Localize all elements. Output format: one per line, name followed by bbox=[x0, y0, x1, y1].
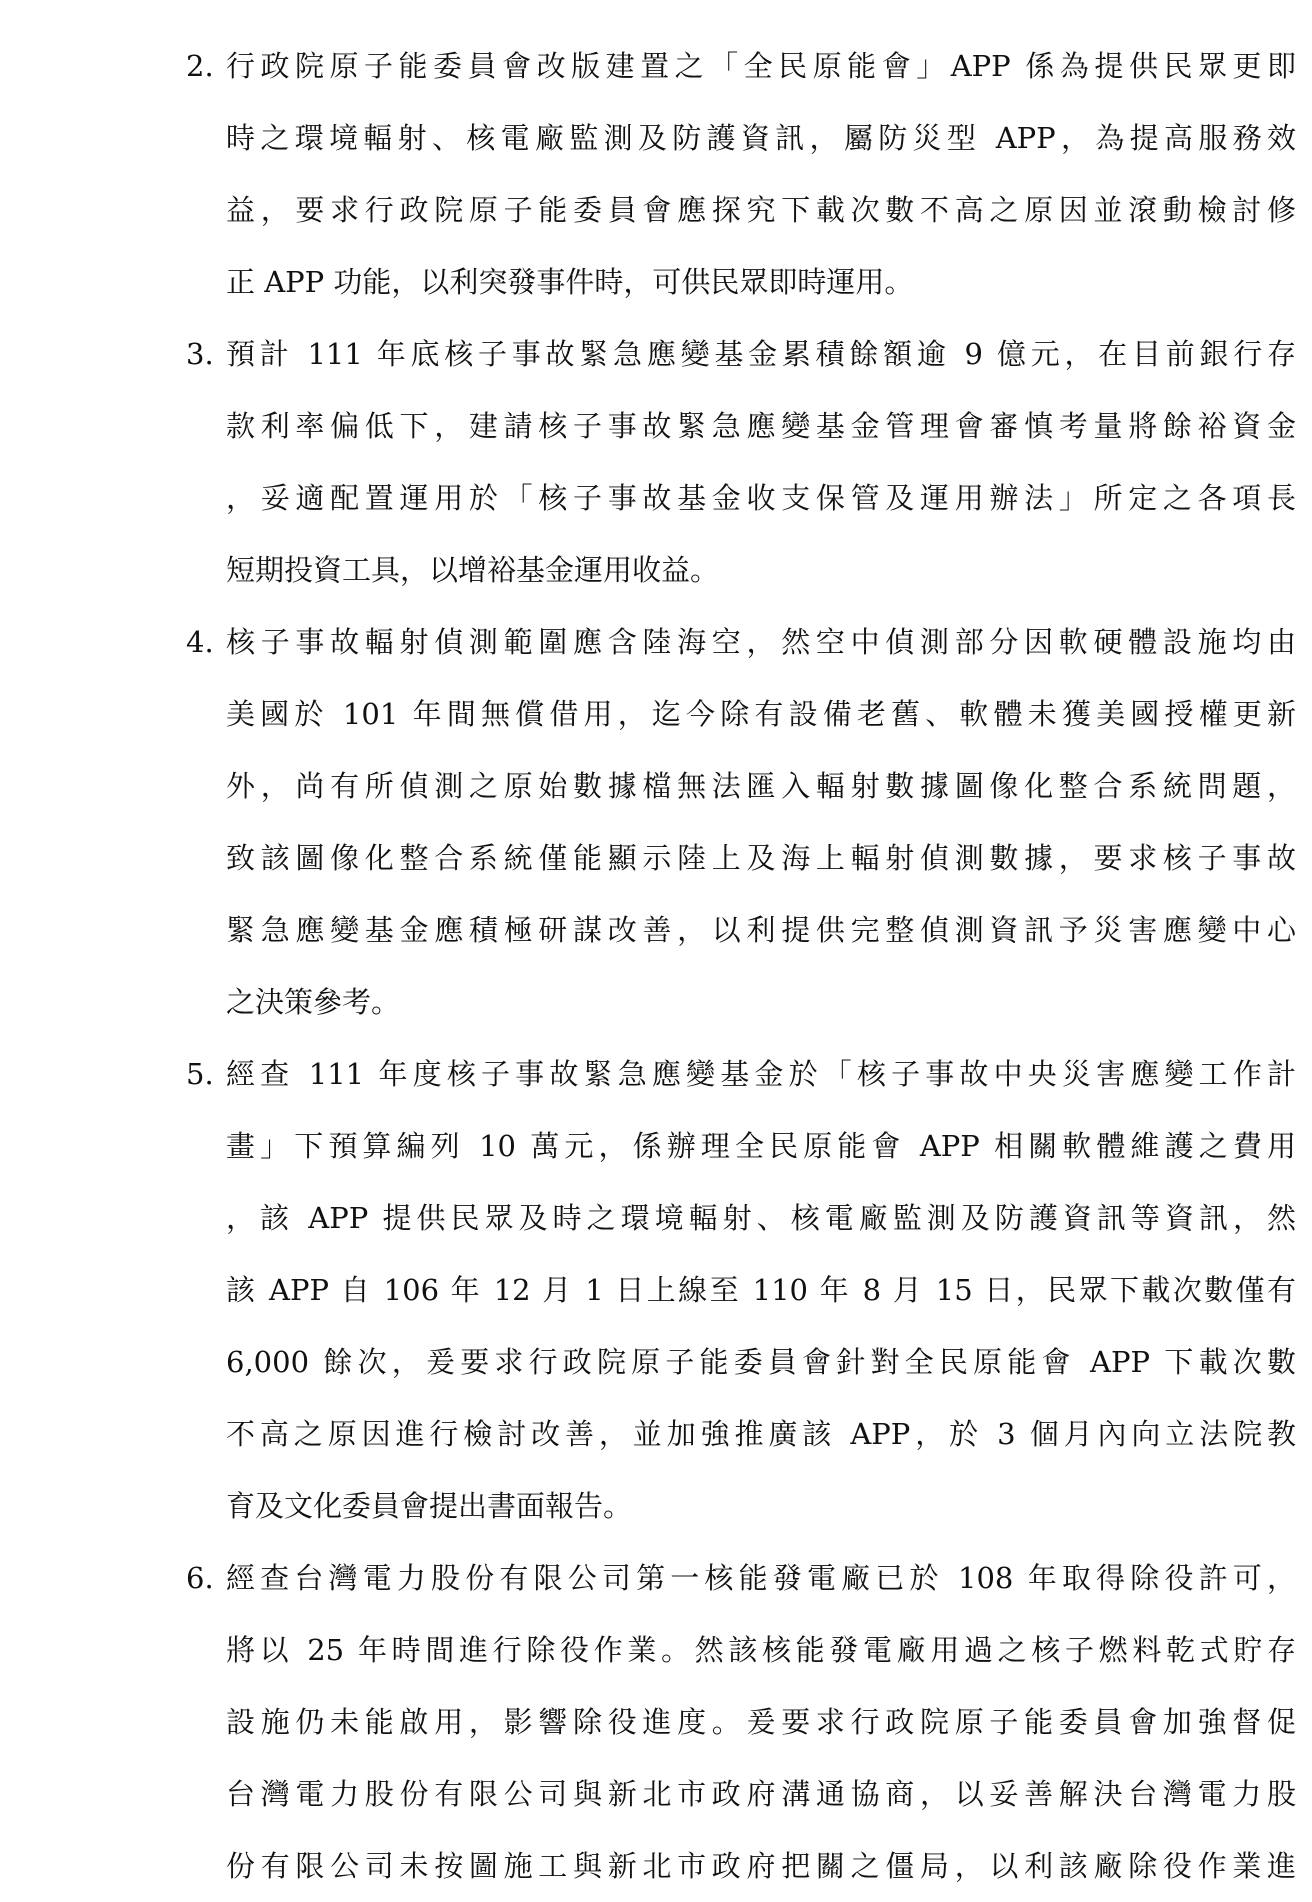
text-line: 畫」下預算編列 10 萬元，係辦理全民原能會 APP 相關軟體維護之費用 bbox=[226, 1129, 1296, 1163]
list-item-2 bbox=[186, 30, 1296, 318]
text-line: 外，尚有所偵測之原始數據檔無法匯入輻射數據圖像化整合系統問題， bbox=[226, 769, 1296, 803]
text-line: 經查 111 年度核子事故緊急應變基金於「核子事故中央災害應變工作計 bbox=[226, 1057, 1296, 1091]
text-line: 短期投資工具，以增裕基金運用收益。 bbox=[226, 553, 720, 587]
item-number: 2. bbox=[186, 49, 214, 83]
resolution-list bbox=[186, 30, 1296, 1902]
text-line: 核子事故輻射偵測範圍應含陸海空，然空中偵測部分因軟硬體設施均由 bbox=[226, 625, 1296, 659]
item-number: 5. bbox=[186, 1057, 214, 1091]
text-line: 該 APP 自 106 年 12 月 1 日上線至 110 年 8 月 15 日，民眾下載次數僅有 bbox=[226, 1273, 1296, 1307]
text-line: ，該 APP 提供民眾及時之環境輻射、核電廠監測及防護資訊等資訊，然 bbox=[226, 1201, 1296, 1235]
text-line: 份有限公司未按圖施工與新北市政府把關之僵局，以利該廠除役作業進 bbox=[226, 1849, 1296, 1883]
list-item-6 bbox=[186, 1542, 1296, 1902]
item-number: 6. bbox=[186, 1561, 214, 1595]
text-line: 致該圖像化整合系統僅能顯示陸上及海上輻射偵測數據，要求核子事故 bbox=[226, 841, 1296, 875]
text-line: 育及文化委員會提出書面報告。 bbox=[226, 1489, 633, 1523]
text-line: 益，要求行政院原子能委員會應探究下載次數不高之原因並滾動檢討修 bbox=[226, 193, 1296, 227]
text-line: 緊急應變基金應積極研謀改善，以利提供完整偵測資訊予災害應變中心 bbox=[226, 913, 1296, 947]
text-line: ，妥適配置運用於「核子事故基金收支保管及運用辦法」所定之各項長 bbox=[226, 481, 1296, 515]
text-line: 正 APP 功能，以利突發事件時，可供民眾即時運用。 bbox=[226, 265, 914, 299]
text-line: 之決策參考。 bbox=[226, 985, 401, 1019]
text-line: 設施仍未能啟用，影響除役進度。爰要求行政院原子能委員會加強督促 bbox=[226, 1705, 1296, 1739]
text-line: 經查台灣電力股份有限公司第一核能發電廠已於 108 年取得除役許可， bbox=[226, 1561, 1296, 1595]
text-line: 預計 111 年底核子事故緊急應變基金累積餘額逾 9 億元，在目前銀行存 bbox=[226, 337, 1296, 371]
text-line: 6,000 餘次，爰要求行政院原子能委員會針對全民原能會 APP 下載次數 bbox=[226, 1345, 1296, 1379]
list-item-3 bbox=[186, 318, 1296, 606]
item-number: 3. bbox=[186, 337, 214, 371]
text-line: 款利率偏低下，建請核子事故緊急應變基金管理會審慎考量將餘裕資金 bbox=[226, 409, 1296, 443]
item-number: 4. bbox=[186, 625, 214, 659]
list-item-4 bbox=[186, 606, 1296, 1038]
text-line: 美國於 101 年間無償借用，迄今除有設備老舊、軟體未獲美國授權更新 bbox=[226, 697, 1296, 731]
text-line: 不高之原因進行檢討改善，並加強推廣該 APP，於 3 個月內向立法院教 bbox=[226, 1417, 1296, 1451]
text-line: 將以 25 年時間進行除役作業。然該核能發電廠用過之核子燃料乾式貯存 bbox=[226, 1633, 1296, 1667]
list-item-5 bbox=[186, 1038, 1296, 1542]
text-line: 時之環境輻射、核電廠監測及防護資訊，屬防災型 APP，為提高服務效 bbox=[226, 121, 1296, 155]
text-line: 台灣電力股份有限公司與新北市政府溝通協商，以妥善解決台灣電力股 bbox=[226, 1777, 1296, 1811]
text-line: 行政院原子能委員會改版建置之「全民原能會」APP 係為提供民眾更即 bbox=[226, 49, 1296, 83]
